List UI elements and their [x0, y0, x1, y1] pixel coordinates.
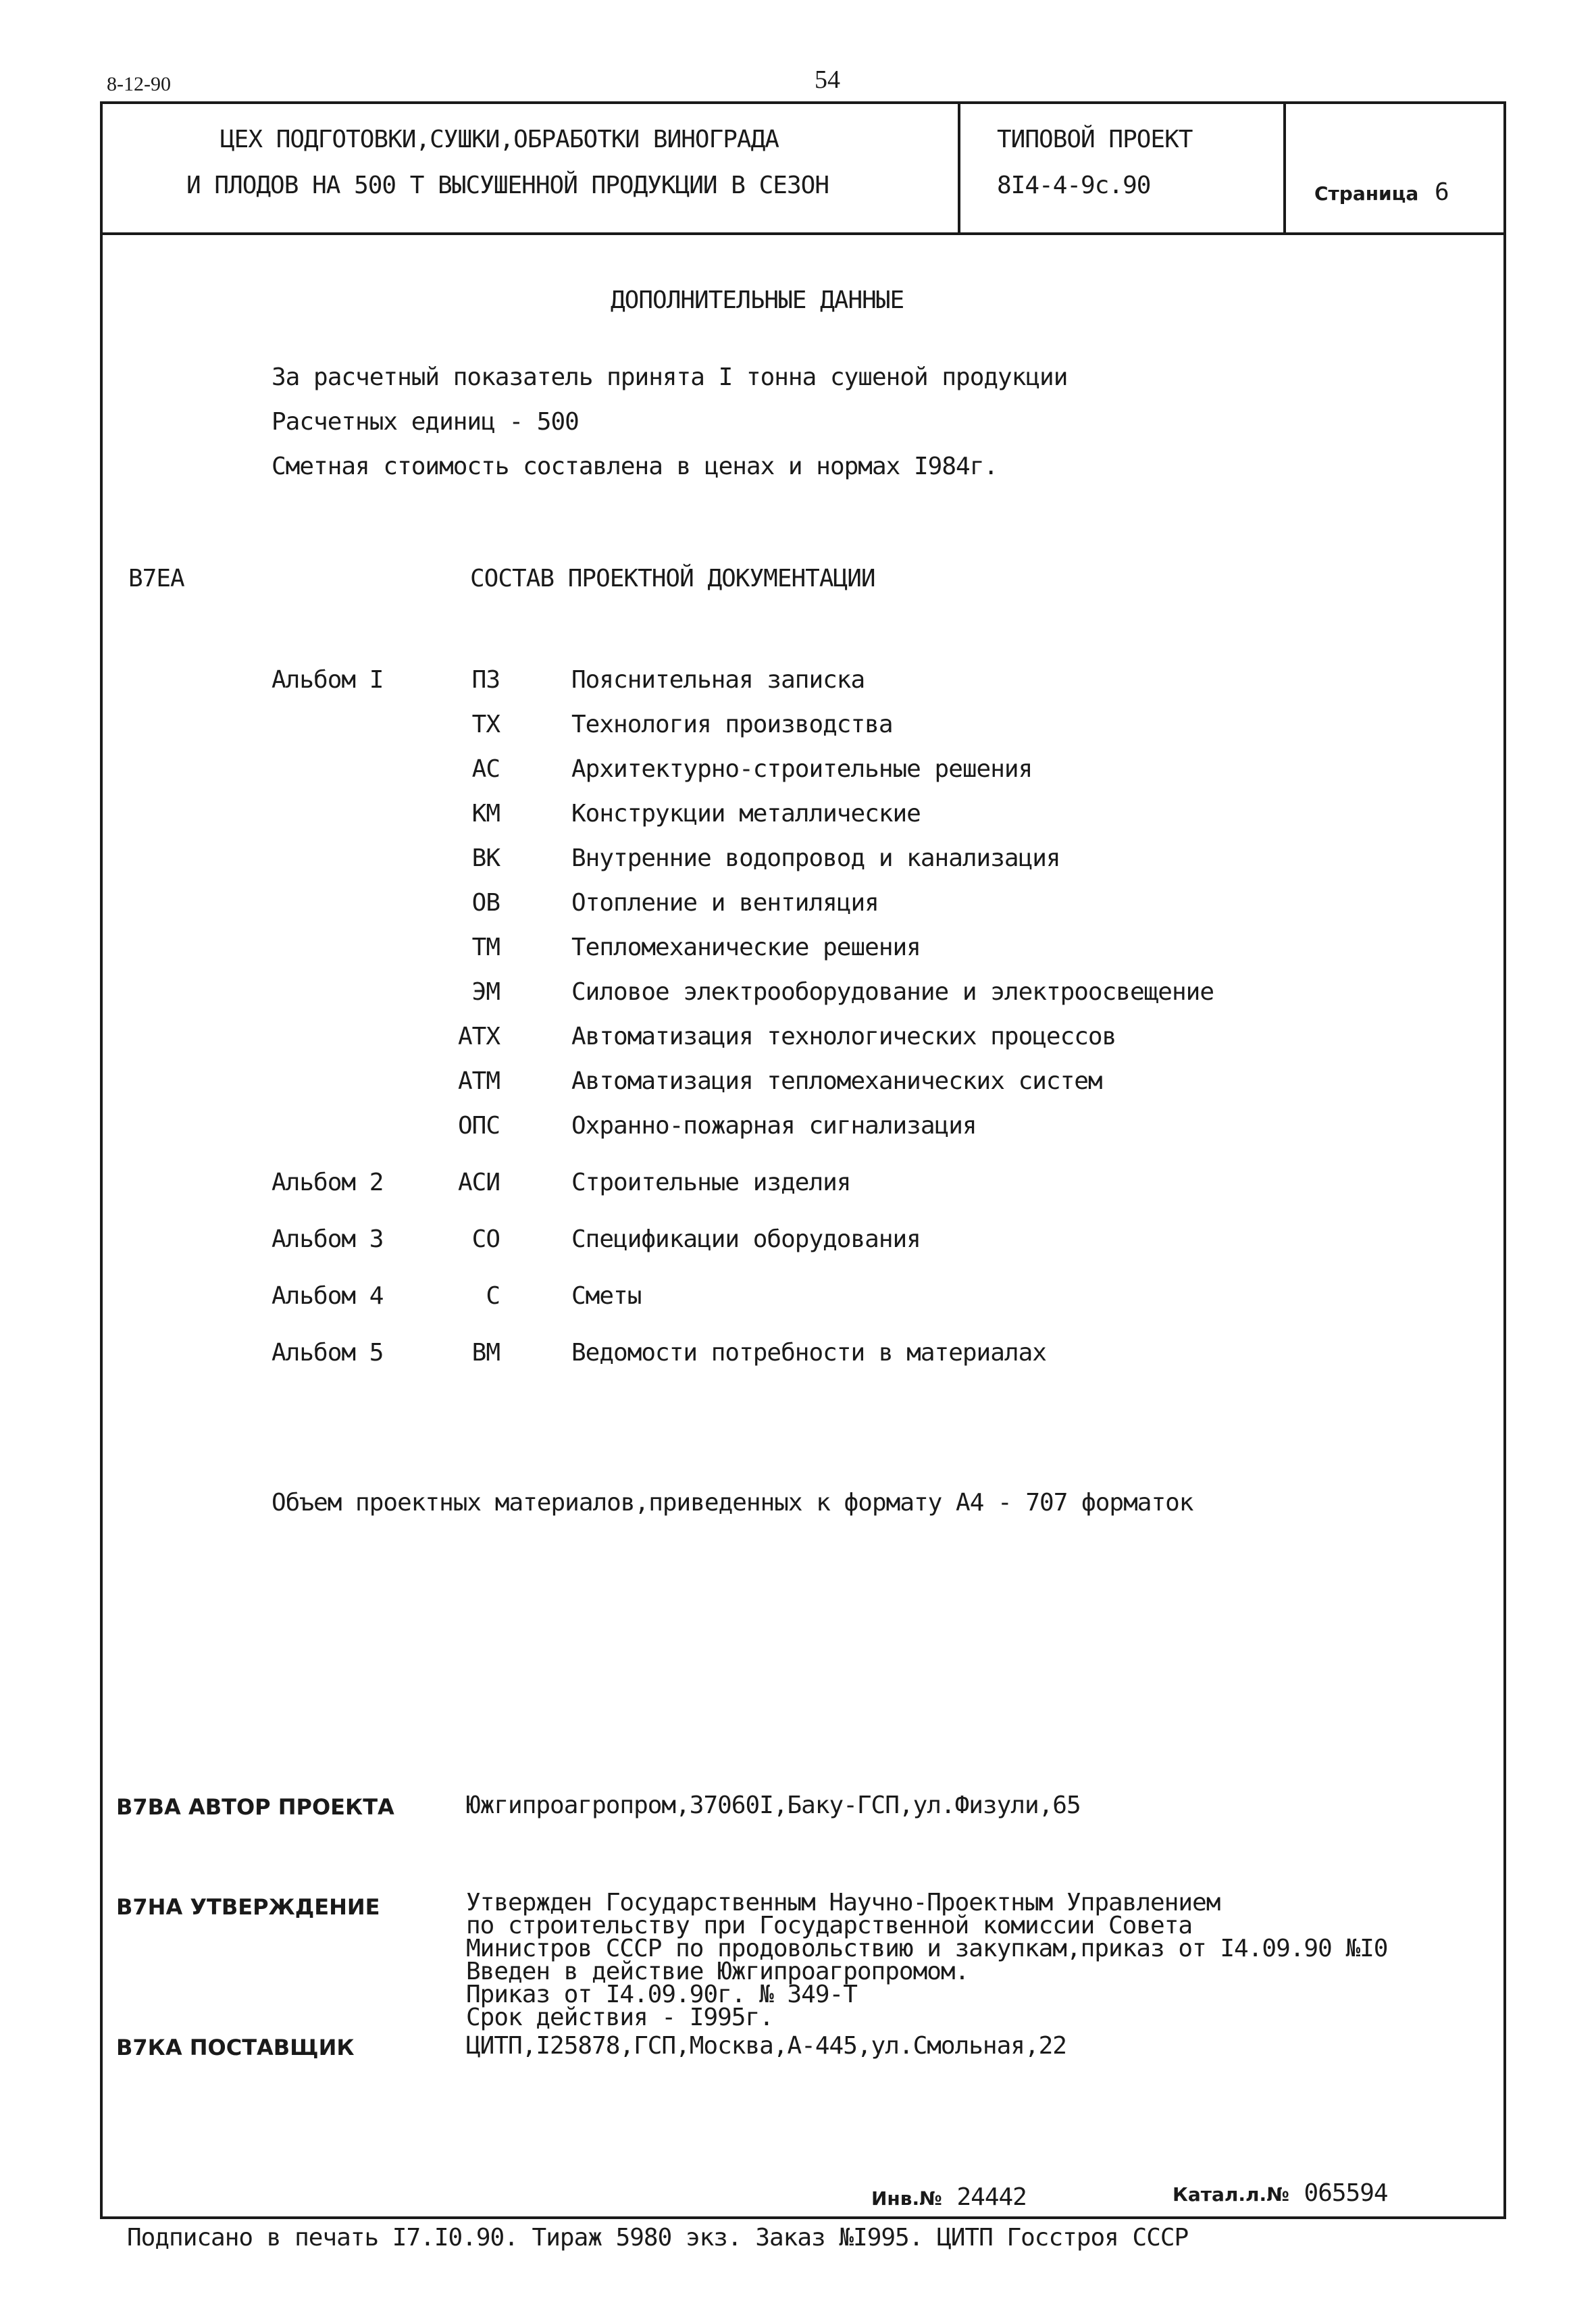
approval-label: В7НА УТВЕРЖДЕНИЕ: [116, 1894, 380, 1920]
section-code: ЭМ: [471, 978, 500, 1006]
additional-line-2: Расчетных единиц - 500: [272, 408, 579, 436]
section-code: ОПС: [457, 1112, 500, 1140]
author-text: Южгипроагропром,37060I,Баку-ГСП,ул.Физули,65: [466, 1791, 1081, 1819]
album-label: Альбом 5: [272, 1339, 384, 1367]
section-description: Отопление и вентиляция: [571, 889, 879, 917]
approval-line: по строительству при Государственной комиссии Совета: [466, 1912, 1193, 1939]
composition-heading: СОСТАВ ПРОЕКТНОЙ ДОКУМЕНТАЦИИ: [470, 565, 875, 592]
section-code: ТМ: [471, 934, 500, 961]
catalog-number: [1173, 2179, 1388, 2207]
supplier-label: В7КА ПОСТАВЩИК: [116, 2035, 355, 2060]
project-label: ТИПОВОЙ ПРОЕКТ: [997, 126, 1193, 153]
approval-line: Введен в действие Южгипроагропромом.: [466, 1958, 969, 1985]
section-description: Автоматизация тепломеханических систем: [571, 1067, 1102, 1095]
catalog-value: 065594: [1304, 2179, 1388, 2207]
album-label: Альбом 4: [272, 1282, 384, 1310]
section-code: АС: [471, 755, 500, 783]
section-code: АСИ: [457, 1169, 500, 1196]
approval-line: Министров СССР по продовольствию и закупкам,приказ от I4.09.90 №I0: [466, 1935, 1388, 1962]
section-description: Внутренние водопровод и канализация: [571, 844, 1060, 872]
section-description: Ведомости потребности в материалах: [571, 1339, 1046, 1367]
inventory-value: 24442: [956, 2183, 1027, 2211]
additional-line-1: За расчетный показатель принята I тонна сушеной продукции: [272, 363, 1068, 391]
inventory-number: [871, 2183, 1027, 2211]
approval-line: Срок действия - I995г.: [466, 2004, 773, 2031]
section-code: С: [486, 1282, 500, 1310]
section-description: Спецификации оборудования: [571, 1225, 921, 1253]
project-code: 8I4-4-9с.90: [997, 172, 1151, 199]
header-divider-2: [1283, 101, 1286, 234]
catalog-label: Катал.л.№: [1173, 2183, 1289, 2206]
page-box-value: 6: [1434, 178, 1449, 206]
album-label: Альбом 2: [272, 1169, 384, 1196]
header-divider-1: [958, 101, 960, 234]
document-date: 8-12-90: [107, 73, 171, 95]
section-code: АТМ: [457, 1067, 500, 1095]
approval-line: Утвержден Государственным Научно-Проектным Управлением: [466, 1889, 1220, 1916]
section-code: АТХ: [457, 1023, 500, 1050]
composition-code: В7ЕА: [128, 565, 184, 592]
approval-line: Приказ от I4.09.90г. № 349-Т: [466, 1981, 857, 2008]
additional-heading: ДОПОЛНИТЕЛЬНЫЕ ДАННЫЕ: [611, 286, 904, 314]
section-code: ВК: [471, 844, 500, 872]
section-description: Тепломеханические решения: [571, 934, 921, 961]
header-bottom-rule: [100, 232, 1506, 235]
header-title-line2: И ПЛОДОВ НА 500 Т ВЫСУШЕННОЙ ПРОДУКЦИИ В СЕЗОН: [186, 172, 829, 199]
header-title-line1: ЦЕХ ПОДГОТОВКИ,СУШКИ,ОБРАБОТКИ ВИНОГРАДА: [220, 126, 779, 153]
page-box: [1314, 178, 1449, 206]
volume-note: Объем проектных материалов,приведенных к формату А4 - 707 форматок: [272, 1489, 1193, 1517]
approval-text: [466, 1891, 1387, 2029]
section-description: Архитектурно-строительные решения: [571, 755, 1033, 783]
page-number: 54: [815, 66, 840, 94]
section-code: ВМ: [471, 1339, 500, 1367]
section-description: Пояснительная записка: [571, 666, 865, 694]
album-label: Альбом I: [272, 666, 384, 694]
section-code: ОВ: [471, 889, 500, 917]
section-description: Охранно-пожарная сигнализация: [571, 1112, 977, 1140]
print-line: Подписано в печать I7.I0.90. Тираж 5980 экз. Заказ №I995. ЦИТП Госстроя СССР: [127, 2224, 1189, 2252]
section-code: ПЗ: [471, 666, 500, 694]
supplier-text: ЦИТП,I25878,ГСП,Москва,А-445,ул.Смольная,22: [466, 2032, 1066, 2060]
inventory-label: Инв.№: [871, 2187, 942, 2210]
section-description: Силовое электрооборудование и электроосвещение: [571, 978, 1214, 1006]
album-label: Альбом 3: [272, 1225, 384, 1253]
section-description: Строительные изделия: [571, 1169, 851, 1196]
section-description: Конструкции металлические: [571, 800, 921, 828]
section-code: КМ: [471, 800, 500, 828]
author-label: В7ВА АВТОР ПРОЕКТА: [116, 1794, 394, 1820]
section-description: Технология производства: [571, 711, 893, 738]
section-description: Сметы: [571, 1282, 642, 1310]
section-code: СО: [471, 1225, 500, 1253]
section-description: Автоматизация технологических процессов: [571, 1023, 1116, 1050]
additional-line-3: Сметная стоимость составлена в ценах и нормах I984г.: [272, 453, 998, 480]
section-code: ТХ: [471, 711, 500, 738]
page-box-label: Страница: [1314, 182, 1419, 205]
